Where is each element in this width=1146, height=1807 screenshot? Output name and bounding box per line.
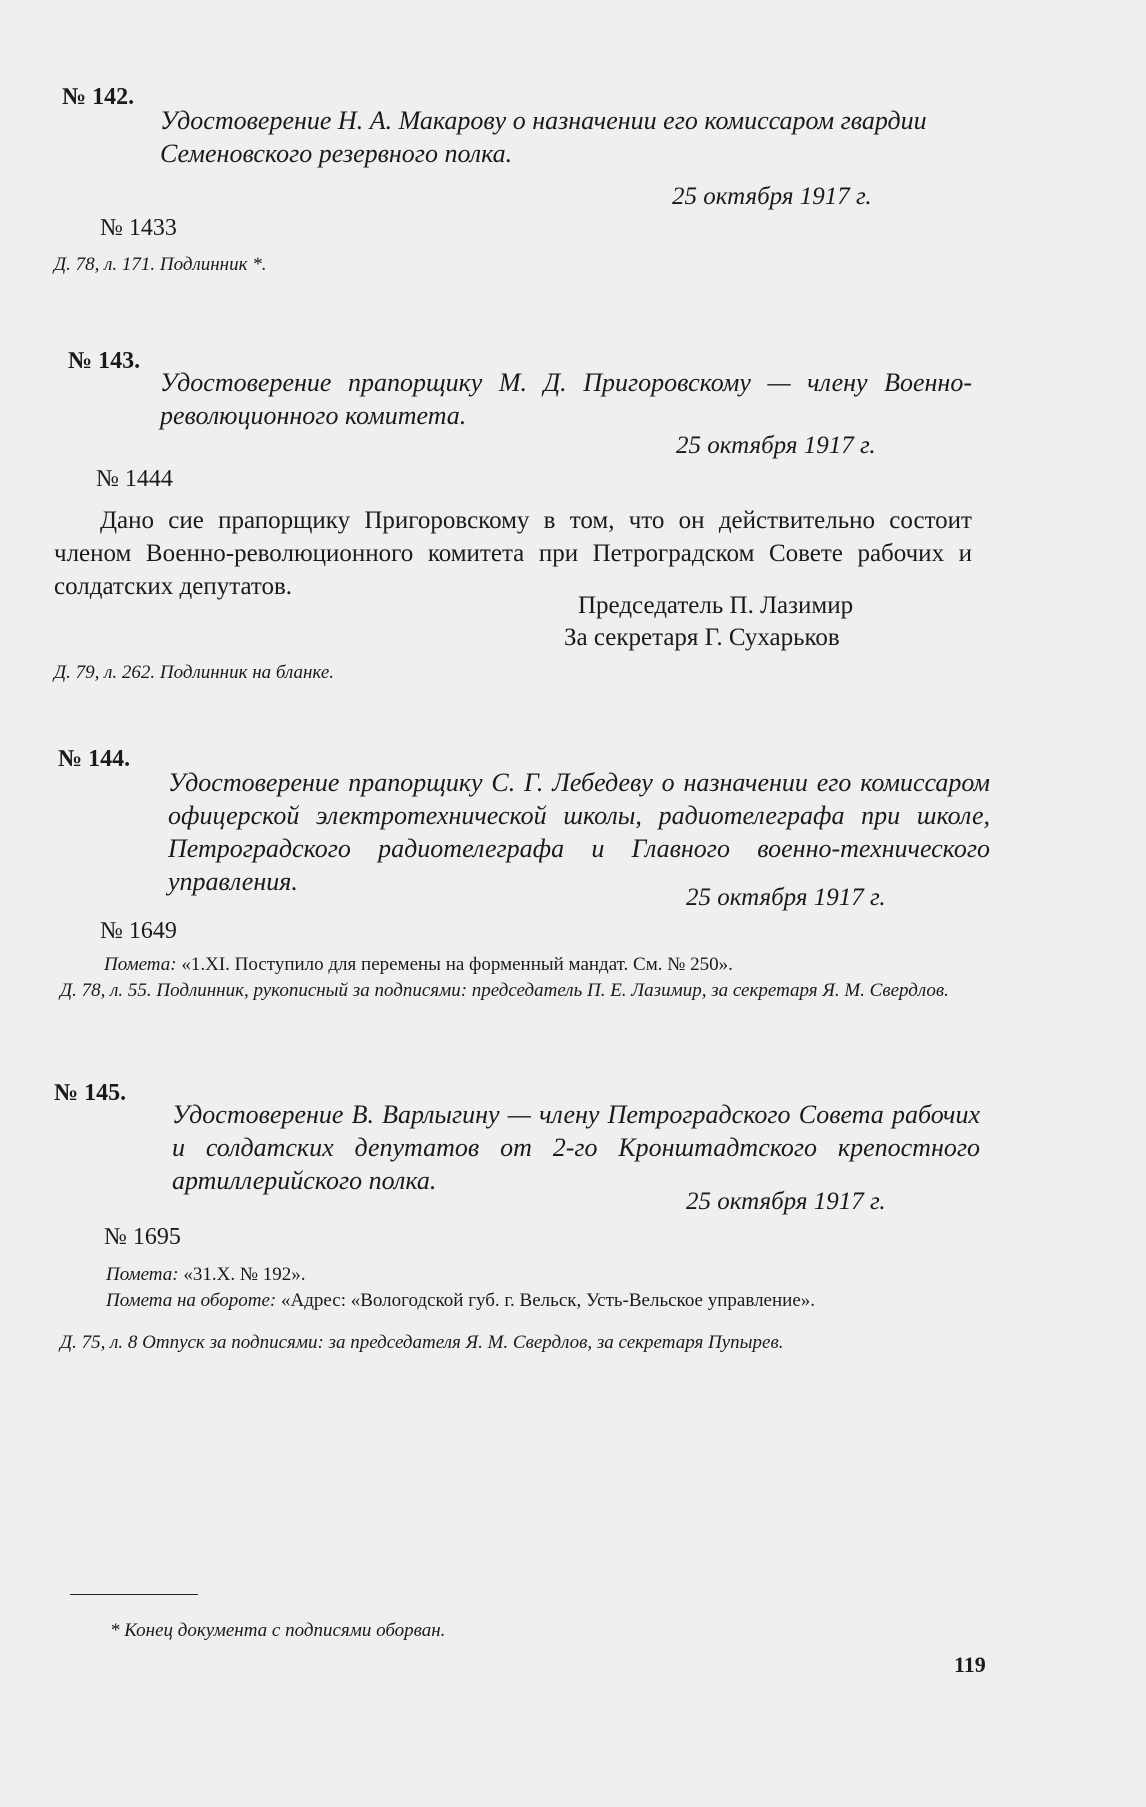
- doc-date: 25 октября 1917 г.: [686, 884, 886, 911]
- footnote-rule: [70, 1594, 198, 1595]
- annotation-label: Помета:: [106, 1264, 179, 1285]
- doc-number: № 144.: [58, 746, 131, 772]
- doc-body: Дано сие прапорщику Пригоровскому в том, что он действительно состоит членом Военно-революционного комитета при Петроградском Совете рабочих и солдатских депутатов.: [54, 507, 972, 600]
- registration-number: № 1444: [96, 466, 173, 492]
- doc-number: № 143.: [68, 348, 141, 374]
- registration-number: № 1433: [100, 215, 177, 241]
- doc-title: Удостоверение прапорщику М. Д. Пригоровскому — члену Военно-революционного комитета.: [160, 368, 972, 430]
- doc-date: 25 октября 1917 г.: [676, 432, 876, 459]
- signature-chairman: Председатель П. Лазимир: [578, 592, 854, 619]
- annotation-text: «31.X. № 192».: [183, 1264, 306, 1285]
- doc-title: Удостоверение прапорщику С. Г. Лебедеву о назначении его комиссаром офицерской электротехнической школы, радиотелеграфа при школе, Петроградского радиотелеграфа и Главного военно-технического управления.: [168, 768, 990, 896]
- doc-number: № 145.: [54, 1080, 127, 1106]
- archive-source: Д. 78, л. 55. Подлинник, рукописный за подписями: председатель П. Е. Лазимир, за секретаря Я. М. Свердлов.: [60, 980, 949, 1001]
- annotation-reverse: [60, 1288, 990, 1314]
- footnote: * Конец документа с подписями оборван.: [110, 1620, 446, 1641]
- annotation-mark: [104, 952, 984, 978]
- annotation-label: Помета на обороте:: [106, 1290, 277, 1311]
- doc-date: 25 октября 1917 г.: [686, 1188, 886, 1215]
- doc-title: Удостоверение Н. А. Макарову о назначении его комиссаром гвардии Семеновского резервного полка.: [160, 106, 927, 168]
- signature-secretary: За секретаря Г. Сухарьков: [564, 624, 840, 651]
- archive-source: Д. 75, л. 8 Отпуск за подписями: за председателя Я. М. Свердлов, за секретаря Пупырев.: [60, 1332, 784, 1353]
- annotation-mark: [106, 1262, 986, 1288]
- annotation-label: Помета:: [104, 954, 177, 975]
- annotation-text: «1.XI. Поступило для перемены на форменный мандат. См. № 250».: [181, 954, 733, 975]
- registration-number: № 1695: [104, 1224, 181, 1250]
- registration-number: № 1649: [100, 918, 177, 944]
- doc-number: № 142.: [62, 84, 135, 110]
- annotation-text: «Адрес: «Вологодской губ. г. Вельск, Усть-Вельское управление».: [280, 1290, 815, 1311]
- archive-source: Д. 78, л. 171. Подлинник *.: [54, 254, 267, 275]
- doc-date: 25 октября 1917 г.: [672, 183, 872, 210]
- doc-title: Удостоверение В. Варлыгину — члену Петроградского Совета рабочих и солдатских депутатов от 2-го Кронштадтского крепостного артиллерийского полка.: [172, 1100, 980, 1195]
- archive-source: Д. 79, л. 262. Подлинник на бланке.: [54, 662, 335, 683]
- page-number: 119: [954, 1652, 986, 1677]
